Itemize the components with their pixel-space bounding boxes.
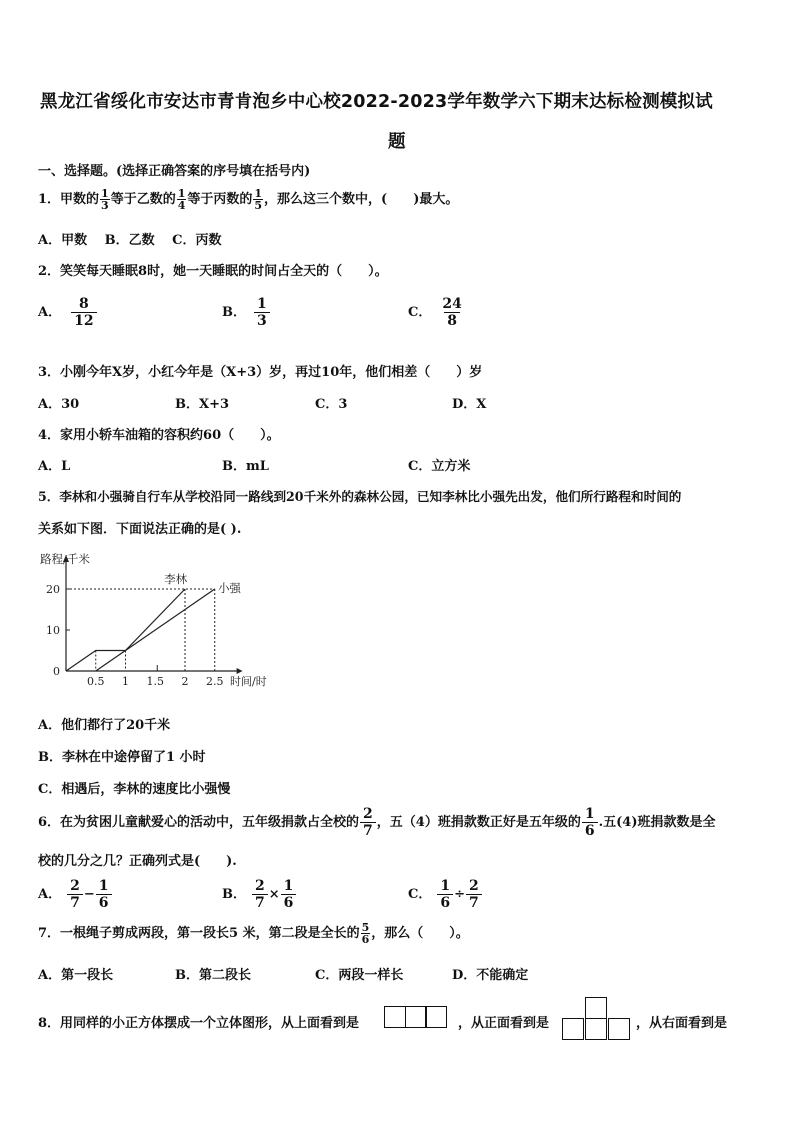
question-4: 4．家用小轿车油箱的容积约60（ ）。 <box>38 428 280 443</box>
series-line-xiaoqiang <box>96 589 215 671</box>
distance-time-chart <box>32 548 292 696</box>
question-5-option-b: B．李林在中途停留了1 小时 <box>38 750 206 765</box>
question-5: 5．李林和小强骑自行车从学校沿同一路线到20千米外的森林公园，已知李林比小强先出发，他们所行路程和时间的 <box>38 489 682 504</box>
y-tick-label: 20 <box>46 583 60 596</box>
question-5-option-a: A．他们都行了20千米 <box>38 718 171 733</box>
cube-square <box>585 1018 607 1040</box>
cube-square <box>425 1006 447 1028</box>
question-3-option-a: A．30 <box>38 397 80 412</box>
x-axis-arrow <box>237 668 243 674</box>
question-2-option-a: A． $\frac{8}{12}$ <box>38 296 98 329</box>
cube-square <box>585 997 607 1019</box>
question-3-option-c: C．3 <box>315 397 348 412</box>
question-1-text: 等于乙数的 <box>110 192 176 207</box>
question-6-option-c: C． $\frac{1}{6}$ ÷ $\frac{2}{7}$ <box>408 878 483 911</box>
question-8-text: ，从正面看到是 <box>458 1016 550 1031</box>
y-axis-label: 路程/千米 <box>40 552 90 566</box>
question-5-continued: 关系如下图．下面说法正确的是( ). <box>38 522 242 537</box>
question-7-option-a: A．第一段长 <box>38 968 114 983</box>
question-1 <box>38 188 458 211</box>
series-label-xiaoqiang: 小强 <box>217 581 241 595</box>
question-7-option-d: D．不能确定 <box>452 968 529 983</box>
fraction: $\frac{1}{4}$ <box>177 187 186 212</box>
x-axis-label: 时间/时 <box>230 675 267 688</box>
x-tick-label: 0.5 <box>87 675 105 688</box>
page-title: 黑龙江省绥化市安达市青肯泡乡中心校2022-2023学年数学六下期末达标检测模拟试 <box>40 92 713 112</box>
question-5-option-c: C．相遇后，李林的速度比小强慢 <box>38 782 231 797</box>
question-2-option-b: B． $\frac{1}{3}$ <box>222 296 271 329</box>
question-6-option-b: B． $\frac{2}{7}$ × $\frac{1}{6}$ <box>222 878 297 911</box>
question-7: 7．一根绳子剪成两段，第一段长5 米，第二段是全长的 $\frac{5}{6}$ ，那么（ ）。 <box>38 921 469 946</box>
y-tick-label: 10 <box>46 624 60 637</box>
question-7-option-c: C．两段一样长 <box>315 968 404 983</box>
question-4-option-b: B．mL <box>222 459 269 474</box>
cube-square <box>384 1006 406 1028</box>
question-7-option-b: B．第二段长 <box>175 968 251 983</box>
front-view-figure <box>562 997 632 1043</box>
question-2: 2．笑笑每天睡眠8时，她一天睡眠的时间占全天的（ ）。 <box>38 264 388 279</box>
question-6: 6．在为贫困儿童献爱心的活动中，五年级捐款占全校的 $\frac{2}{7}$ ，五（4）班捐款数正好是五年级的 $\frac{1}{6}$ .五(4)班捐款数是全 <box>38 806 716 839</box>
y-tick-label: 0 <box>53 665 60 678</box>
question-3-option-d: D．X <box>452 397 487 412</box>
x-tick-label: 1.5 <box>146 675 164 688</box>
cube-square <box>608 1018 630 1040</box>
question-8-text: ，从右面看到是 <box>636 1016 728 1031</box>
fraction: $\frac{1}{3}$ <box>101 187 109 212</box>
top-view-figure <box>384 1006 447 1028</box>
question-2-option-c: C． $\frac{24}{8}$ <box>408 296 462 329</box>
question-3: 3．小刚今年X岁，小红今年是（X+3）岁，再过10年，他们相差（ ）岁 <box>38 365 483 380</box>
x-tick-label: 2.5 <box>206 675 224 688</box>
cube-square <box>562 1018 584 1040</box>
question-4-option-a: A．L <box>38 459 71 474</box>
section-heading: 一、选择题。(选择正确答案的序号填在括号内) <box>38 164 311 179</box>
series-label-lilin: 李林 <box>164 572 188 586</box>
question-4-option-c: C．立方米 <box>408 459 471 474</box>
page-title-continued: 题 <box>388 132 406 152</box>
cube-square <box>405 1006 427 1028</box>
question-1-text: 1．甲数的 <box>38 192 100 207</box>
question-1-text: ，那么这三个数中，( )最大。 <box>264 192 459 207</box>
question-1-options: A．甲数 B．乙数 C．丙数 <box>38 233 222 248</box>
question-6-option-a: A． $\frac{2}{7}$ − $\frac{1}{6}$ <box>38 878 113 911</box>
x-tick-label: 1 <box>122 675 129 688</box>
fraction: $\frac{1}{5}$ <box>254 187 263 212</box>
question-8: 8．用同样的小正方体摆成一个立体图形，从上面看到是 <box>38 1016 360 1031</box>
x-tick-label: 2 <box>181 675 189 688</box>
question-3-option-b: B．X+3 <box>175 397 230 412</box>
question-1-text: 等于丙数的 <box>187 192 253 207</box>
question-6-continued: 校的几分之几？正确列式是( ). <box>38 854 237 869</box>
